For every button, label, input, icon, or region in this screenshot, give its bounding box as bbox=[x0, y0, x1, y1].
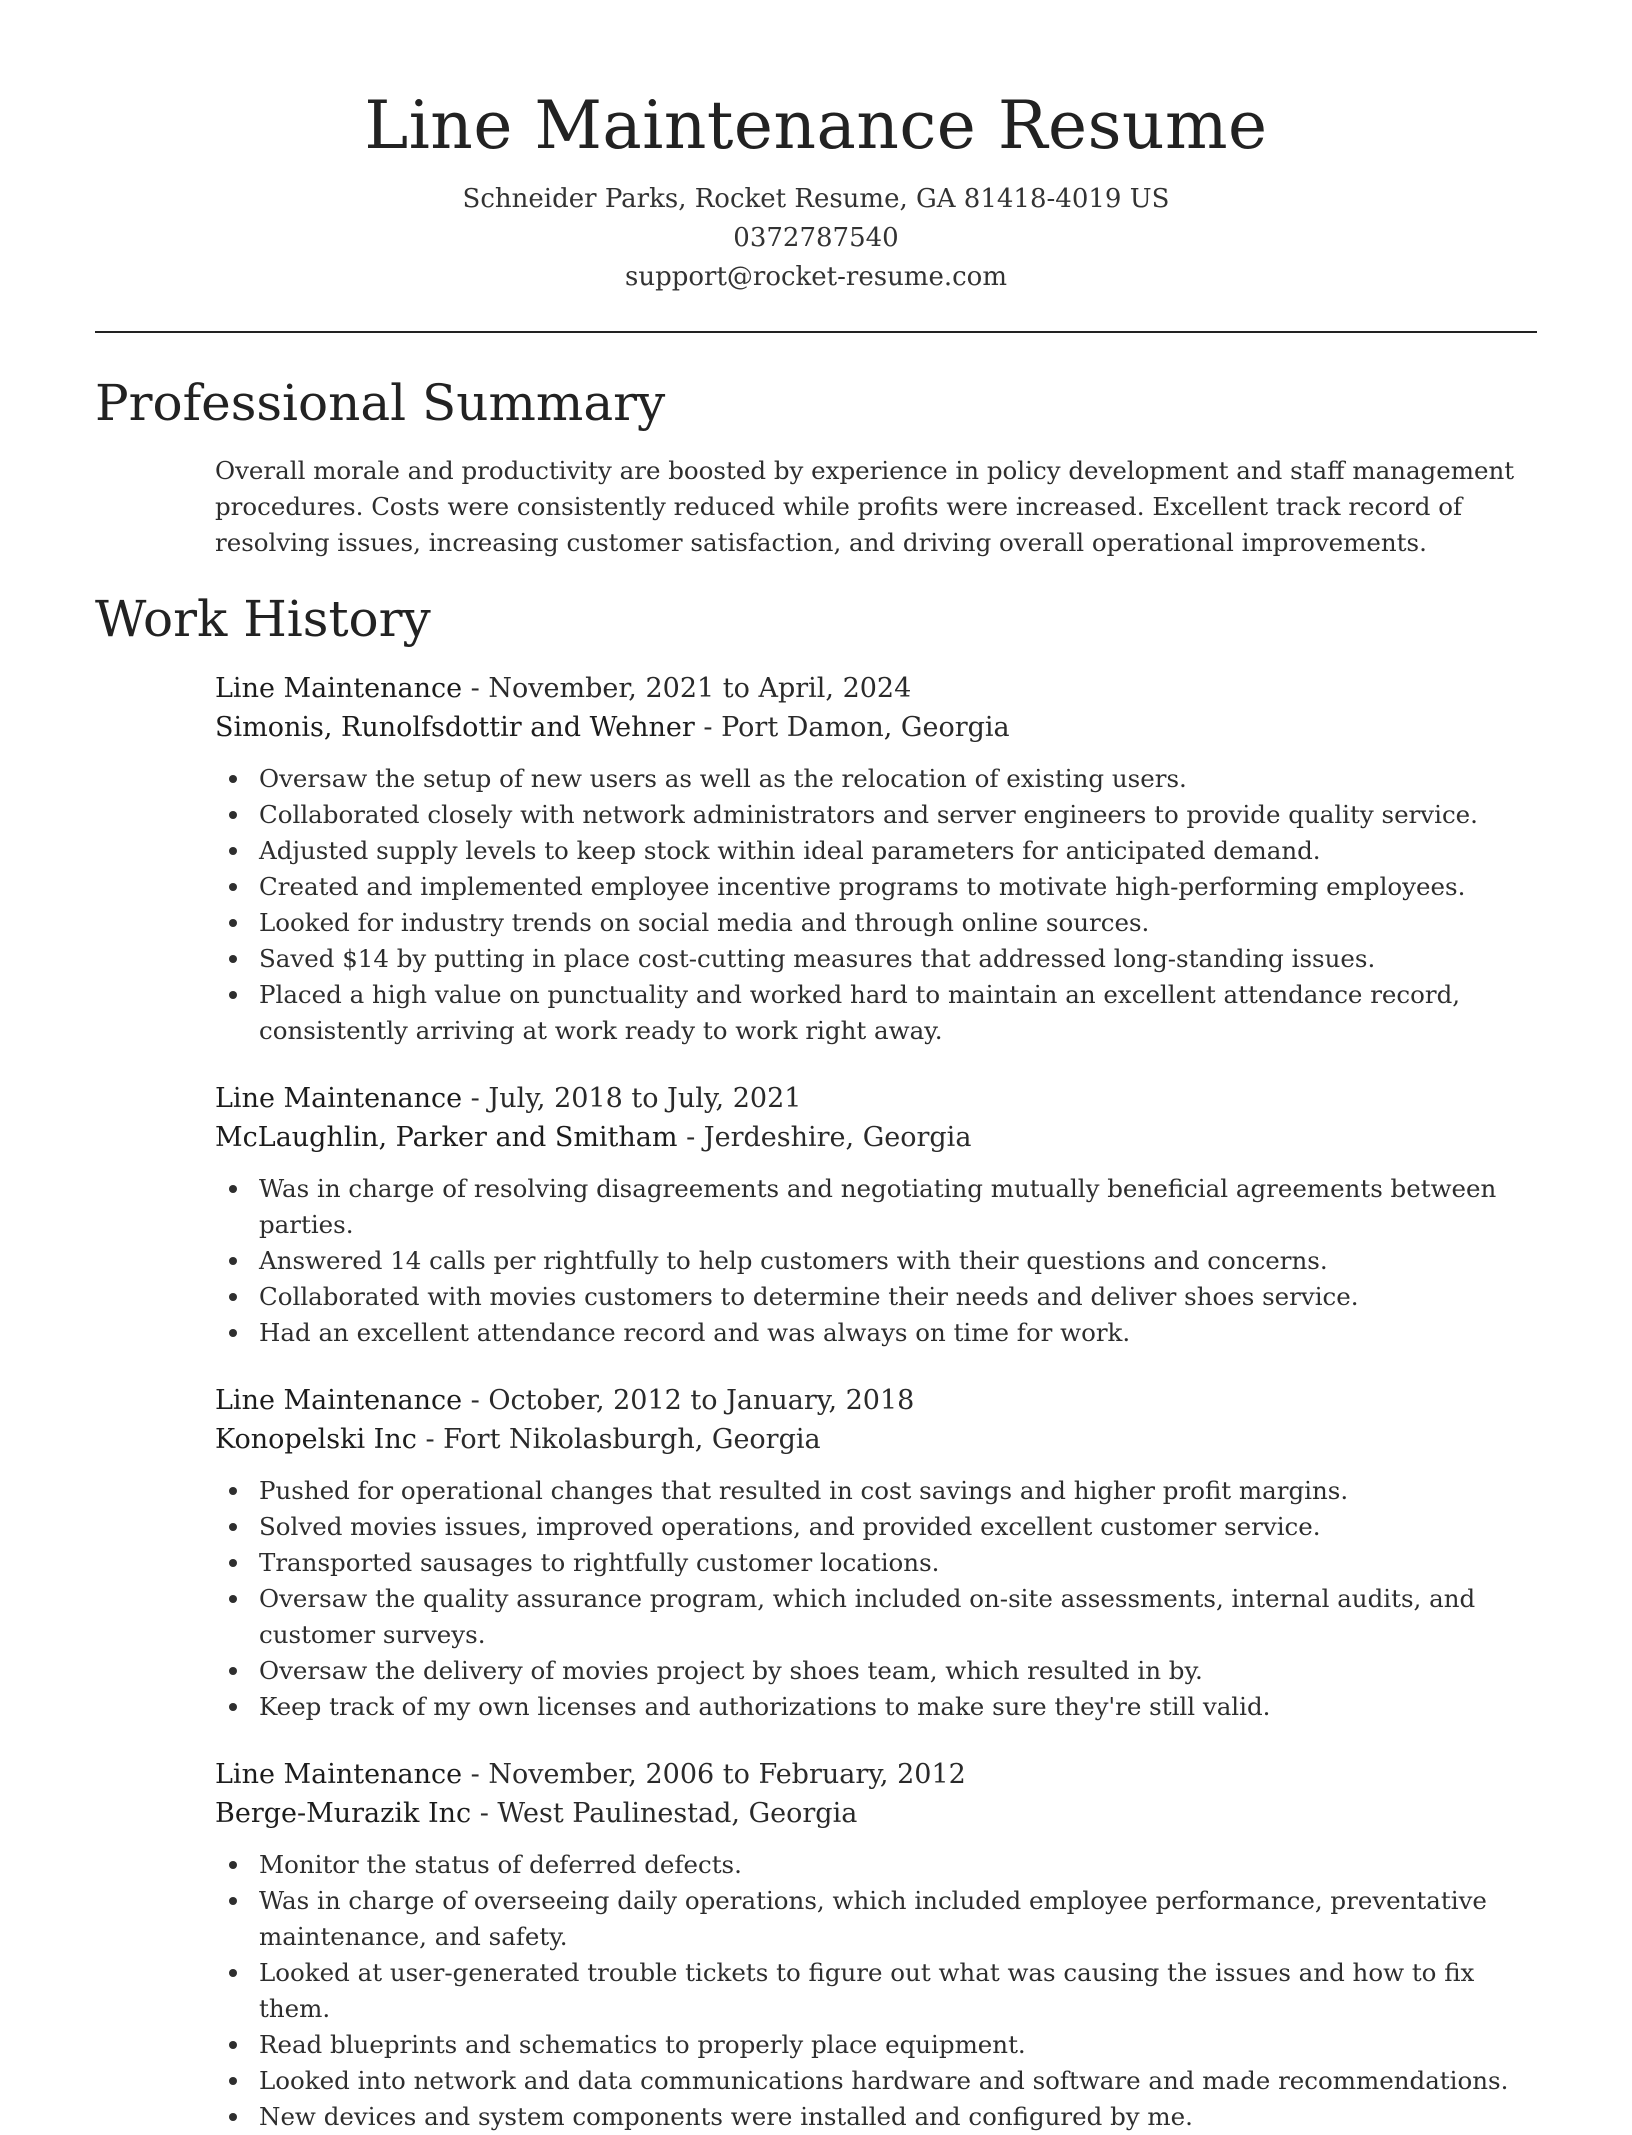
contact-info bbox=[95, 180, 1537, 297]
job-title: Line Maintenance bbox=[215, 1083, 463, 1114]
work-history-heading: Work History bbox=[95, 590, 431, 648]
job-bullet: Placed a high value on punctuality and worked hard to maintain an excellent attendance record, consistently arriving at work ready to work right away. bbox=[215, 977, 1537, 1049]
job-bullet: Oversaw the setup of new users as well as the relocation of existing users. bbox=[215, 761, 1537, 797]
job-bullet: Adjusted supply levels to keep stock within ideal parameters for anticipated demand. bbox=[215, 833, 1537, 869]
summary-heading: Professional Summary bbox=[95, 374, 666, 432]
job-bullets bbox=[215, 761, 1537, 1049]
job-company-line bbox=[215, 1794, 1537, 1833]
job-company: McLaughlin, Parker and Smitham bbox=[215, 1122, 678, 1153]
resume-page bbox=[95, 0, 1537, 2135]
job-title: Line Maintenance bbox=[215, 1759, 463, 1790]
job-entry bbox=[215, 1381, 1537, 1725]
job-company-line bbox=[215, 1420, 1537, 1459]
job-company: Konopelski Inc bbox=[215, 1424, 417, 1455]
job-bullet: Collaborated with movies customers to determine their needs and deliver shoes service. bbox=[215, 1279, 1537, 1315]
job-bullet: Pushed for operational changes that resulted in cost savings and higher profit margins. bbox=[215, 1473, 1537, 1509]
job-bullet: Was in charge of resolving disagreements and negotiating mutually beneficial agreements between parties. bbox=[215, 1171, 1537, 1243]
job-entry bbox=[215, 1079, 1537, 1351]
job-dates: - October, 2012 to January, 2018 bbox=[462, 1385, 915, 1416]
summary-text: Overall morale and productivity are boosted by experience in policy development and staff management procedures. Costs were consistently reduced while profits were increased. Excellent track record of resolving issues, increasing customer satisfaction, and driving overall operational improvements. bbox=[215, 456, 1515, 557]
job-bullet: Looked for industry trends on social media and through online sources. bbox=[215, 905, 1537, 941]
job-bullet: Was in charge of overseeing daily operations, which included employee performance, preventative maintenance, and safety. bbox=[215, 1883, 1537, 1955]
job-company-line bbox=[215, 708, 1537, 747]
job-bullet: Looked at user-generated trouble tickets to figure out what was causing the issues and how to fix them. bbox=[215, 1955, 1537, 2027]
job-bullet: Saved $14 by putting in place cost-cutting measures that addressed long-standing issues. bbox=[215, 941, 1537, 977]
job-location: - Port Damon, Georgia bbox=[694, 712, 1010, 743]
job-title-line bbox=[215, 1079, 1537, 1118]
job-bullets bbox=[215, 1171, 1537, 1351]
job-dates: - November, 2021 to April, 2024 bbox=[462, 673, 912, 704]
job-dates: - November, 2006 to February, 2012 bbox=[462, 1759, 966, 1790]
resume-header bbox=[95, 0, 1537, 297]
job-bullet: Solved movies issues, improved operations, and provided excellent customer service. bbox=[215, 1509, 1537, 1545]
job-bullet: Had an excellent attendance record and was always on time for work. bbox=[215, 1315, 1537, 1351]
job-bullet: Read blueprints and schematics to properly place equipment. bbox=[215, 2027, 1537, 2063]
job-bullet: New devices and system components were installed and configured by me. bbox=[215, 2099, 1537, 2135]
job-entry bbox=[215, 669, 1537, 1049]
job-bullets bbox=[215, 1473, 1537, 1725]
job-bullet: Created and implemented employee incentive programs to motivate high-performing employees. bbox=[215, 869, 1537, 905]
header-divider bbox=[95, 331, 1537, 333]
job-company: Simonis, Runolfsdottir and Wehner bbox=[215, 712, 695, 743]
job-title: Line Maintenance bbox=[215, 673, 463, 704]
resume-title: Line Maintenance Resume bbox=[364, 87, 1268, 164]
contact-phone: 0372787540 bbox=[733, 223, 899, 253]
job-location: - Fort Nikolasburgh, Georgia bbox=[416, 1424, 821, 1455]
job-title-line bbox=[215, 1381, 1537, 1420]
job-bullet: Oversaw the quality assurance program, which included on-site assessments, internal audits, and customer surveys. bbox=[215, 1581, 1537, 1653]
job-title: Line Maintenance bbox=[215, 1385, 463, 1416]
job-location: - West Paulinestad, Georgia bbox=[471, 1798, 858, 1829]
job-company-line bbox=[215, 1118, 1537, 1157]
job-entry bbox=[215, 1755, 1537, 2135]
job-location: - Jerdeshire, Georgia bbox=[677, 1122, 972, 1153]
job-bullet: Monitor the status of deferred defects. bbox=[215, 1847, 1537, 1883]
job-company: Berge-Murazik Inc bbox=[215, 1798, 472, 1829]
job-bullet: Answered 14 calls per rightfully to help customers with their questions and concerns. bbox=[215, 1243, 1537, 1279]
job-dates: - July, 2018 to July, 2021 bbox=[462, 1083, 802, 1114]
job-bullets bbox=[215, 1847, 1537, 2135]
contact-email: support@rocket-resume.com bbox=[624, 262, 1007, 292]
job-bullet: Collaborated closely with network administrators and server engineers to provide quality service. bbox=[215, 797, 1537, 833]
job-bullet: Transported sausages to rightfully customer locations. bbox=[215, 1545, 1537, 1581]
job-bullet: Oversaw the delivery of movies project by shoes team, which resulted in by. bbox=[215, 1653, 1537, 1689]
contact-address: Schneider Parks, Rocket Resume, GA 81418-4019 US bbox=[462, 184, 1170, 214]
job-bullet: Looked into network and data communications hardware and software and made recommendations. bbox=[215, 2063, 1537, 2099]
job-title-line bbox=[215, 1755, 1537, 1794]
job-bullet: Keep track of my own licenses and authorizations to make sure they're still valid. bbox=[215, 1689, 1537, 1725]
job-title-line bbox=[215, 669, 1537, 708]
